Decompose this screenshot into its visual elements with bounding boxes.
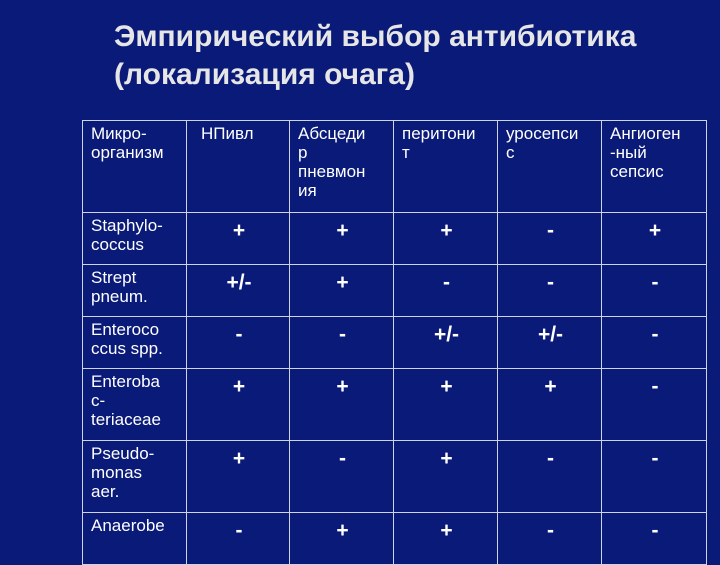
value-cell: - [187,513,290,565]
organism-line: Staphylo- [91,216,163,235]
value-cell: + [290,513,394,565]
header-abscess-line: пневмон [298,162,366,181]
header-npivl-line: НПивл [201,124,254,143]
header-organism-line: организм [91,143,164,162]
organism-line: Strept [91,268,137,287]
organism-line: aer. [91,482,120,501]
value-cell: +/- [394,317,498,369]
value-cell: - [602,317,707,369]
value-cell: + [394,441,498,513]
value-cell: - [290,441,394,513]
table-row-enterococcus [83,317,707,369]
value-cell: + [290,265,394,317]
organism-line: Pseudo- [91,444,155,463]
value-cell: - [602,369,707,441]
value-cell: + [187,441,290,513]
header-urosepsis-line: с [506,143,515,162]
value-cell: + [602,213,707,265]
value-cell: - [498,441,602,513]
table-header-row [83,121,707,213]
header-urosepsis [498,121,602,213]
value-cell: +/- [187,265,290,317]
value-cell: - [498,213,602,265]
header-angiogenic-sepsis [602,121,707,213]
value-cell: + [187,369,290,441]
value-cell: + [187,213,290,265]
header-organism-line: Микро- [91,124,147,143]
value-cell: +/- [498,317,602,369]
value-cell: + [394,369,498,441]
header-abscess-line: ия [298,181,317,200]
slide-title-line-1: Эмпирический выбор антибиотика [114,20,637,53]
value-cell: + [498,369,602,441]
table-row-staphylococcus [83,213,707,265]
header-peritonitis-line: перитони [402,124,476,143]
header-angiogenic-line: -ный [610,143,647,162]
value-cell: - [187,317,290,369]
value-cell: - [498,513,602,565]
value-cell: - [602,441,707,513]
value-cell: + [290,213,394,265]
organism-line: c- [91,391,106,410]
header-organism [83,121,187,213]
header-abscess-line: р [298,143,308,162]
table-row-enterobacteriaceae [83,369,707,441]
value-cell: - [602,265,707,317]
organism-line: pneum. [91,287,148,306]
antibiotic-table [82,120,707,565]
table-row-streptococcus [83,265,707,317]
organism-line: monas [91,463,143,482]
organism-cell [83,441,187,513]
slide-title [114,18,636,94]
organism-cell [83,513,187,565]
organism-line: Enteroba [91,372,160,391]
organism-line: Anaerobe [91,516,165,535]
organism-line: coccus [91,235,144,254]
slide-title-line-2: (локализация очага) [114,58,415,91]
organism-cell [83,265,187,317]
value-cell: - [290,317,394,369]
header-npivl [187,121,290,213]
value-cell: + [394,513,498,565]
organism-line: teriaceae [91,410,161,429]
header-urosepsis-line: уросепси [506,124,579,143]
value-cell: + [290,369,394,441]
organism-cell [83,213,187,265]
header-peritonitis [394,121,498,213]
value-cell: + [394,213,498,265]
value-cell: - [602,513,707,565]
header-angiogenic-line: сепсис [610,162,664,181]
header-angiogenic-line: Ангиоген [610,124,681,143]
organism-line: Enteroco [91,320,160,339]
header-abscess-line: Абсцеди [298,124,366,143]
header-peritonitis-line: т [402,143,410,162]
value-cell: - [394,265,498,317]
organism-cell [83,317,187,369]
table-row-anaerobes [83,513,707,565]
value-cell: - [498,265,602,317]
organism-line: ccus spp. [91,339,163,358]
header-abscess [290,121,394,213]
organism-cell [83,369,187,441]
table-row-pseudomonas [83,441,707,513]
